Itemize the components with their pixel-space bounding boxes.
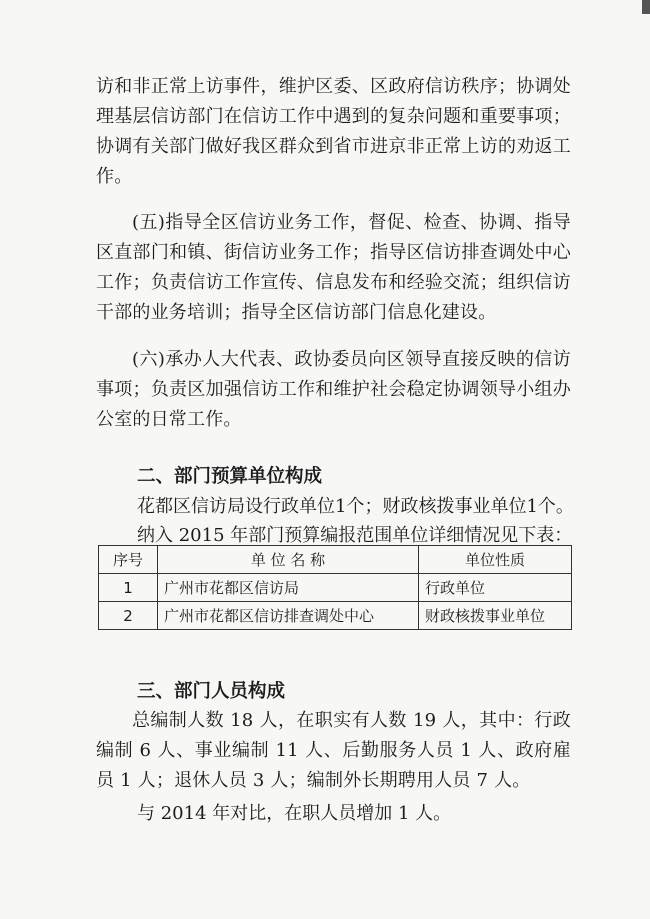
- paragraph-item-6: (六)承办人大代表、政协委员向区领导直接反映的信访事项；负责区加强信访工作和维护社会稳定协调领导小组办公室的日常工作。: [96, 349, 571, 430]
- budget-units-table: [98, 545, 572, 630]
- paragraph-duties-continued: 访和非正常上访事件，维护区委、区政府信访秩序；协调处理基层信访部门在信访工作中遇到的复杂问题和重要事项；协调有关部门做好我区群众到省市进京非正常上访的劝返工作。: [96, 76, 571, 187]
- table-cell: 行政单位: [419, 574, 572, 602]
- section-heading-budget-units: 二、部门预算单位构成: [137, 466, 323, 487]
- paragraph-item-5: (五)指导全区信访业务工作，督促、检查、协调、指导区直部门和镇、街信访业务工作；指导区信访排查调处中心工作；负责信访工作宣传、信息发布和经验交流；组织信访干部的业务培训；指导全区信访部门信息化建设。: [96, 212, 571, 323]
- table-row: [99, 602, 572, 630]
- section-heading-staff: 三、部门人员构成: [137, 681, 286, 702]
- table-cell: 广州市花都区信访局: [158, 574, 419, 602]
- paragraph-staff-comparison: 与 2014 年对比，在职人员增加 1 人。: [137, 803, 452, 824]
- table-cell: 财政核拨事业单位: [419, 602, 572, 630]
- table-row: [99, 574, 572, 602]
- budget-units-intro: 纳入 2015 年部门预算编报范围单位详细情况见下表：: [137, 525, 573, 546]
- table-cell: 1: [99, 574, 158, 602]
- paragraph-staff-numbers: 总编制人数 18 人，在职实有人数 19 人，其中：行政编制 6 人、事业编制 11 人、后勤服务人员 1 人、政府雇员 1 人；退休人员 3 人；编制外长期聘用人员 7 人。: [96, 710, 571, 791]
- scan-edge-mark: [642, 0, 650, 14]
- table-cell: 2: [99, 602, 158, 630]
- table-header-cell: 单 位 名 称: [158, 546, 419, 574]
- table-cell: 广州市花都区信访排查调处中心: [158, 602, 419, 630]
- table-header-cell: 序号: [99, 546, 158, 574]
- table-header-row: [99, 546, 572, 574]
- budget-units-summary: 花都区信访局设行政单位1个；财政核拨事业单位1个。: [137, 496, 574, 517]
- table-header-cell: 单位性质: [419, 546, 572, 574]
